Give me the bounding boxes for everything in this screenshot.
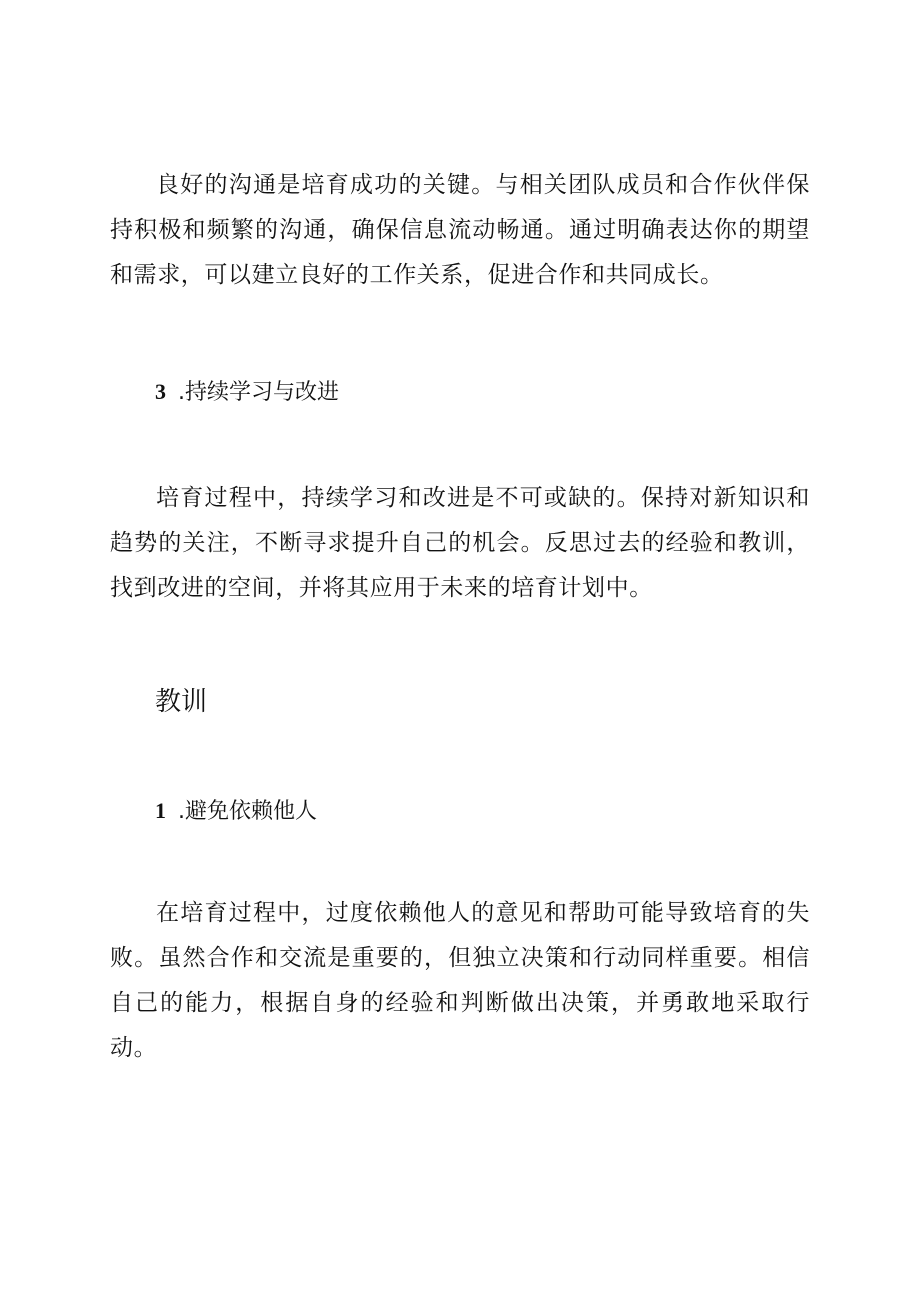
heading-number: 3	[155, 379, 166, 404]
heading-number: 1	[155, 798, 166, 823]
paragraph-learning: 培育过程中，持续学习和改进是不可或缺的。保持对新知识和趋势的关注，不断寻求提升自己的机会。反思过去的经验和教训，找到改进的空间，并将其应用于未来的培育计划中。	[110, 485, 810, 601]
paragraph-communication: 良好的沟通是培育成功的关键。与相关团队成员和合作伙伴保持积极和频繁的沟通，确保信息流动畅通。通过明确表达你的期望和需求，可以建立良好的工作关系，促进合作和共同成长。	[110, 172, 810, 288]
section-title-lessons: 教训	[155, 687, 208, 717]
paragraph-dependence: 在培育过程中，过度依赖他人的意见和帮助可能导致培育的失败。虽然合作和交流是重要的，但独立决策和行动同样重要。相信自己的能力，根据自身的经验和判断做出决策，并勇敢地采取行动。	[110, 900, 810, 1061]
heading-continuous-learning	[155, 377, 339, 408]
heading-avoid-dependence	[155, 796, 317, 827]
heading-text: .避免依赖他人	[178, 799, 317, 824]
heading-text: .持续学习与改进	[178, 380, 339, 405]
